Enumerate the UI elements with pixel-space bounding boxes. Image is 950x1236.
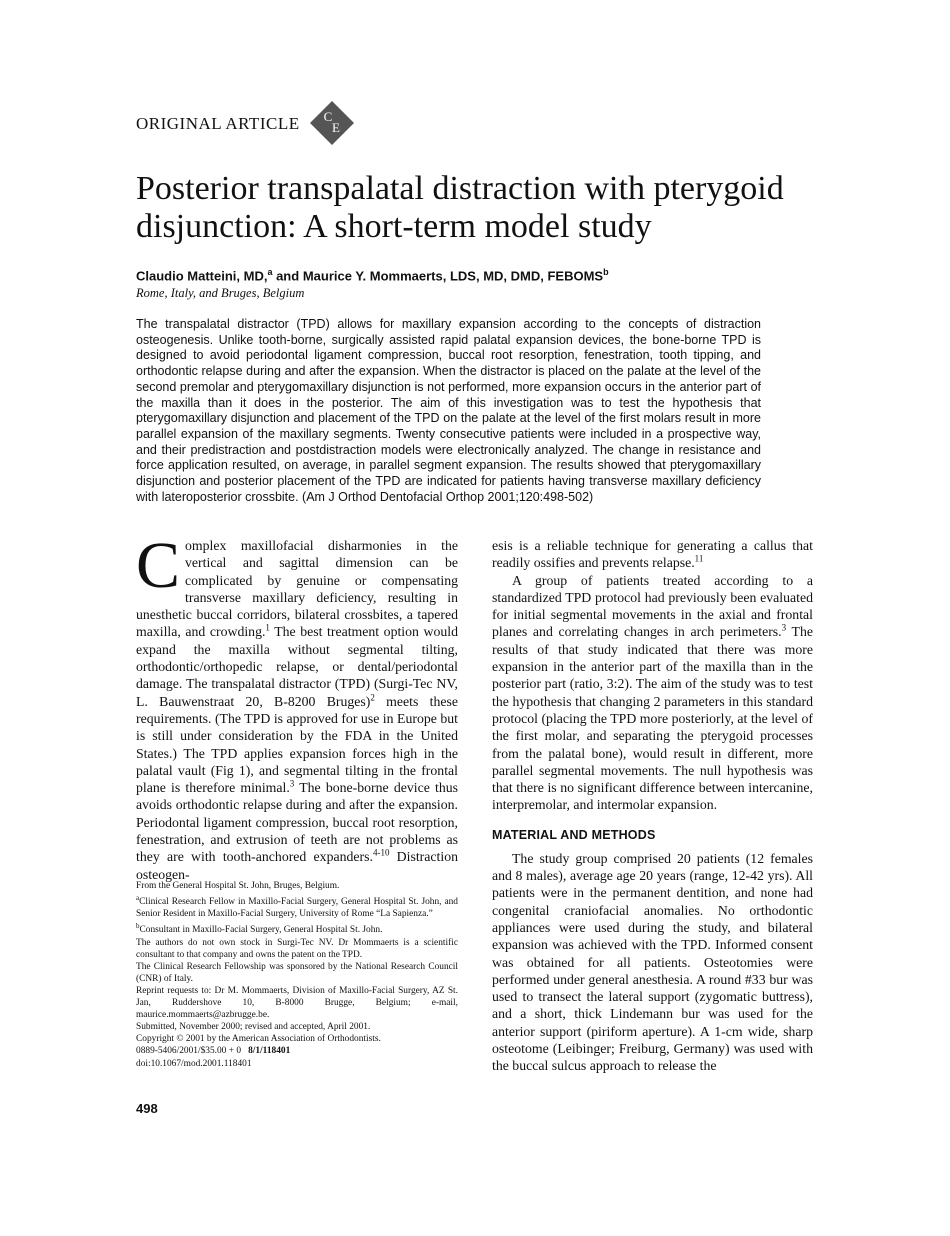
citation-ref: 3 <box>289 778 295 789</box>
left-column <box>136 529 458 883</box>
text-run: The bone-borne device thus avoids orthodontic relapse during and after the expansion. Periodontal ligament compression, buccal root resorption, fenestration, and extrusion of teeth are not problems as they are with tooth-anchored expanders. <box>136 780 458 865</box>
citation-ref: 2 <box>370 692 375 703</box>
paragraph: The study group comprised 20 patients (12 females and 8 males), average age 20 years (range, 12-42 yrs). All patients were in the permanent dentition, and none had congenital craniofacial anomalies. No orthodontic appliances were used during the study, and bilateral expansion was achieved with the TPD. Informed consent was obtained for all patients. Osteotomies were performed under general anesthesia. A round #33 bur was used to transect the lateral support (zygomatic buttress), and a short, thick Lindemann bur was used for the anterior support (piriform aperture). A 1-cm wide, sharp osteotome (Leibinger; Freiburg, Germany) was used with the buccal sulcus approach to release the <box>492 850 813 1074</box>
footnote-issn <box>136 1045 458 1057</box>
section-label: ORIGINAL ARTICLE <box>136 114 300 133</box>
footnote-from: From the General Hospital St. John, Bruges, Belgium. <box>136 881 340 891</box>
footnote-a <box>136 892 458 920</box>
citation-ref: 3 <box>781 622 787 633</box>
paragraph <box>492 537 813 572</box>
author-2-affiliation-mark: b <box>603 267 609 277</box>
author-line <box>136 267 609 283</box>
author-1-affiliation-mark: a <box>267 267 273 277</box>
text-run: meets these requirements. (The TPD is approved for use in Europe but is still under consideration by the FDA in the United States.) The TPD applies expansion forces high in the palatal vault (Fig 1), and segmental tilting in the frontal plane is therefore minimal. <box>136 693 458 796</box>
footnote-stock: The authors do not own stock in Surgi-Tec NV. Dr Mommaerts is a scientific consultant to that company and owns the patent on the TPD. <box>136 937 458 960</box>
issn-code: 8/1/118401 <box>248 1046 291 1057</box>
citation-ref: 1 <box>265 622 270 633</box>
author-1: Claudio Matteini, MD, <box>136 268 268 284</box>
footnote-b <box>136 920 458 936</box>
ce-badge-icon <box>309 100 355 146</box>
right-column <box>492 537 813 1075</box>
text-run: omplex maxillofacial disharmonies in the vertical and sagittal dimension can be complicated by genuine or compensating transverse maxillary deficiency, resulting in unesthetic buccal corridors, bilateral crossbites, a tapered maxilla, and crowding. <box>136 538 458 640</box>
badge-letter-e: E <box>332 120 340 135</box>
footnote-doi: doi:10.1067/mod.2001.118401 <box>136 1058 252 1069</box>
citation-ref: 11 <box>694 553 704 564</box>
abstract: The transpalatal distractor (TPD) allows for maxillary expansion according to the concepts of distraction osteogenesis. Unlike tooth-borne, surgically assisted rapid palatal expansion devices, the bone-borne TPD is designed to avoid periodontal ligament compression, buccal root resorption, fenestration, tooth tipping, and orthodontic relapse during and after the expansion. When the distractor is placed on the palate at the level of the second premolar and pterygomaxillary disjunction is not performed, more expansion occurs in the anterior part of the maxilla than it does in the posterior. The aim of this investigation was to test the hypothesis that pterygomaxillary disjunction and placement of the TPD on the palate at the level of the first molars result in more parallel expansion of the maxillary segments. Twenty consecutive patients were included in a prospective way, and their predistraction and postdistraction models were electronically analyzed. The change in resistance and force application resulted, on average, in parallel segment expansion. The results showed that pterygomaxillary disjunction and posterior placement of the TPD are indicated for patients having transverse maxillary deficiency with lateroposterior crossbite. (Am J Orthod Dentofacial Orthop 2001;120:498-502) <box>136 317 761 504</box>
text-run: The results of that study indicated that there was more expansion in the anterior part of the maxilla than in the posterior part (ratio, 3:2). The aim of the study was to test the hypothesis that changing 2 parameters in this standard protocol (placing the TPD more posteriorly, at the level of the first molar, and separating the pterygoid processes from the palatal bone), would result in different, more parallel segmental movements. The null hypothesis was that there is no significant difference between intercanine, interpremolar, and intermolar expansion. <box>492 624 813 813</box>
footnote-fellowship: The Clinical Research Fellowship was sponsored by the National Research Council (CNR) of Italy. <box>136 961 458 984</box>
issn-text: 0889-5406/2001/$35.00 + 0 <box>136 1046 242 1057</box>
footnote-mark: b <box>136 922 140 931</box>
author-affiliation: Rome, Italy, and Bruges, Belgium <box>136 286 305 300</box>
intro-paragraph <box>136 529 458 883</box>
text-run: A group of patients treated according to a standardized TPD protocol had previously been evaluated for initial segmental movements in the axial and frontal planes and correlating changes in arch perimeters. <box>492 572 813 640</box>
author-2: Maurice Y. Mommaerts, LDS, MD, DMD, FEBOMS <box>302 268 604 284</box>
author-joiner: and <box>272 268 303 284</box>
article-title: Posterior transpalatal distraction with pterygoid disjunction: A short-term model study <box>136 170 784 245</box>
text-run: Distraction osteogen- <box>136 849 458 882</box>
footnote-mark: a <box>136 894 140 903</box>
badge-letter-c: C <box>323 109 333 124</box>
footnotes <box>136 880 458 1070</box>
citation-ref: 4-10 <box>372 847 390 858</box>
text-run: esis is a reliable technique for generating a callus that readily ossifies and prevents relapse. <box>492 538 813 571</box>
footnote-text: Clinical Research Fellow in Maxillo-Facial Surgery, General Hospital St. John, and Senior Resident in Maxillo-Facial Surgery, University of Rome “La Sapienza.” <box>136 897 458 920</box>
footnote-copyright: Copyright © 2001 by the American Association of Orthodontists. <box>136 1034 381 1045</box>
page-number: 498 <box>136 1101 158 1116</box>
footnote-text: Consultant in Maxillo-Facial Surgery, General Hospital St. John. <box>139 925 383 936</box>
drop-cap: C <box>136 529 181 602</box>
section-heading: MATERIAL AND METHODS <box>492 827 656 842</box>
paragraph <box>492 572 813 814</box>
footnote-reprint: Reprint requests to: Dr M. Mommaerts, Division of Maxillo-Facial Surgery, AZ St. Jan, Ruddershove 10, B-8000 Brugge, Belgium; e-mail, maurice.mommaerts@azbrugge.be. <box>136 986 458 1021</box>
text-run: The best treatment option would expand the maxilla without segmental tilting, orthodontic/orthopedic relapse, or dental/periodontal damage. The transpalatal distractor (TPD) (Surgi-Tec NV, L. Bauwenstraat 20, B-8200 Bruges) <box>136 624 458 709</box>
footnote-submitted: Submitted, November 2000; revised and accepted, April 2001. <box>136 1022 371 1033</box>
